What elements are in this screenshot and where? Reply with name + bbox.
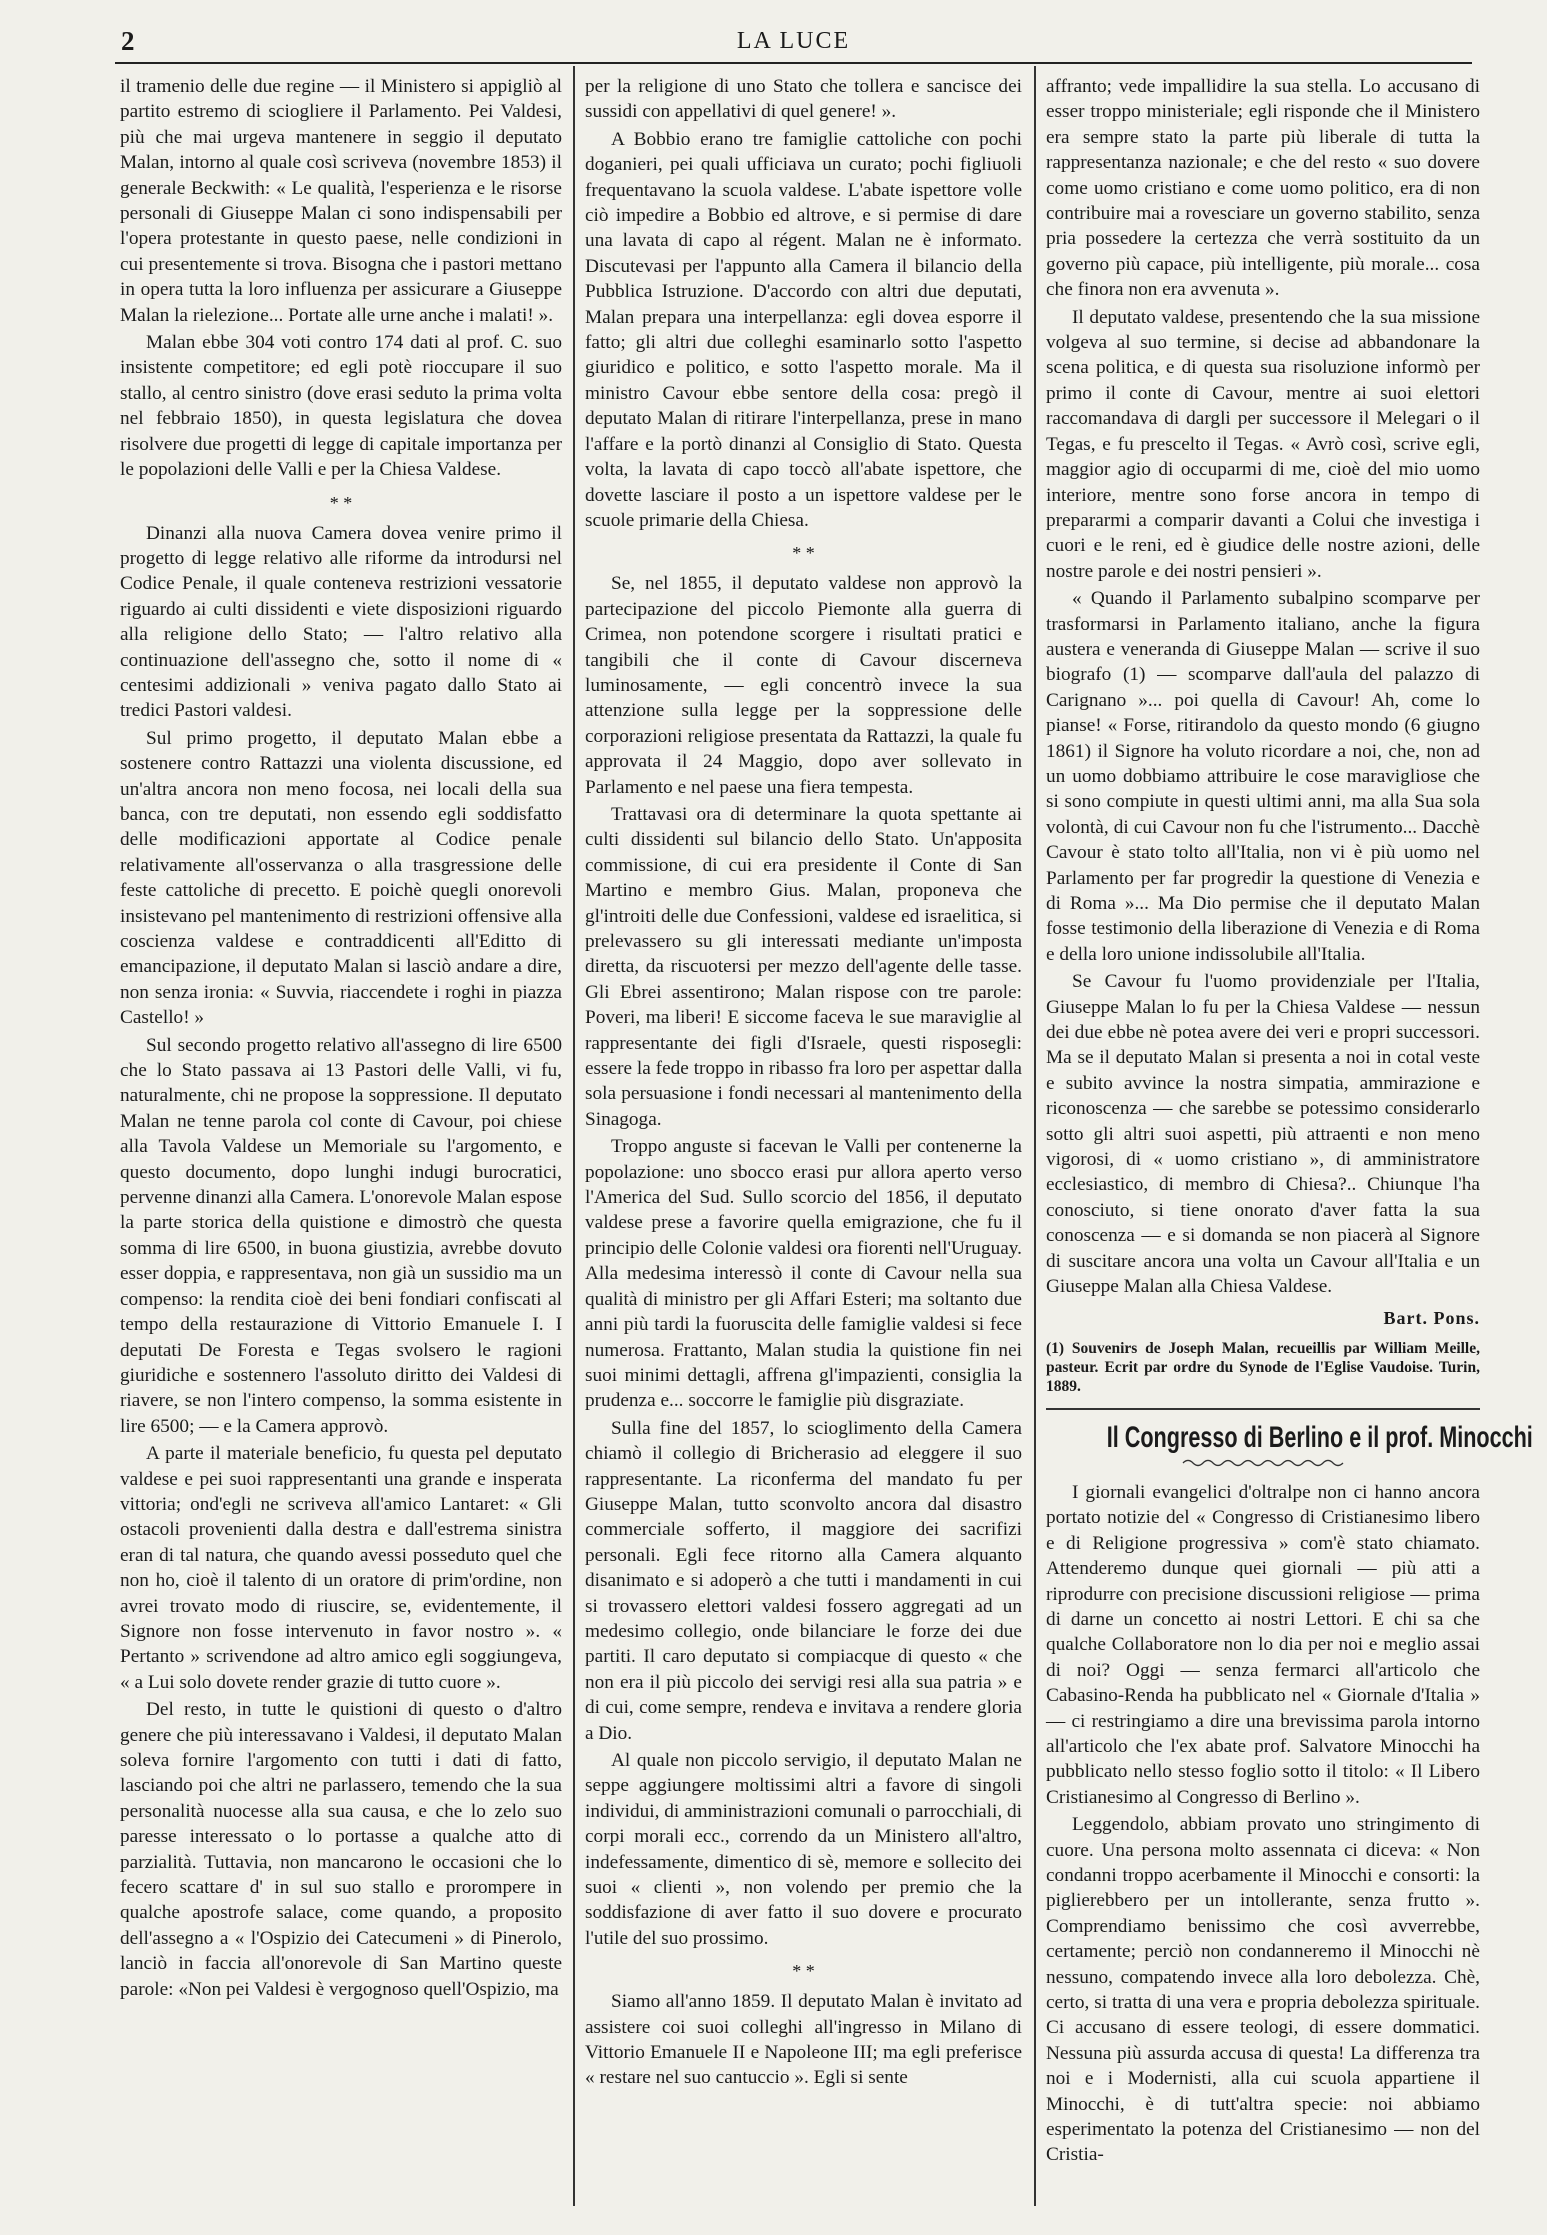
column-1 <box>120 74 562 2224</box>
paragraph: Il deputato valdese, presentendo che la sua missione volgeva al suo termine, si decise ad abbandonare la scena politica, e di questa sua risoluzione informò per primo il conte di Cavour, mentre ai suoi elettori raccomandava di dargli per successore il Melegari o il Tegas, e fu prescelto il Tegas. « Avrò così, scrive egli, maggior agio di occuparmi di me, cioè del mio uomo interiore, mentre sono forse ancora in tempo di prepararmi a comparir davanti a Colui che investiga i cuori e le reni, ed è giudice delle nostre azioni, delle nostre parole e dei nostri pensieri ». <box>1046 306 1480 582</box>
paragraph: Troppo anguste si facevan le Valli per contenerne la popolazione: uno sbocco erasi pur allora aperto verso l'America del Sud. Sullo scorcio del 1856, il deputato valdese prese a favorire quella emigrazione, che fu il principio delle Colonie valdesi ora fiorenti nell'Uruguay. Alla medesima interessò il conte di Cavour nella sua qualità di ministro per gli Affari Esteri; ma soltanto due anni più tardi la fuoruscita delle famiglie valdesi si fece numerosa. Frattanto, Malan studia la quistione fin nei suoi minimi dettagli, affrena gl'impazienti, consiglia la prudenza e... soccorre le famiglie più disgraziate. <box>585 1136 1022 1412</box>
paragraph: « Quando il Parlamento subalpino scomparve per trasformarsi in Parlamento italiano, anche la figura austera e veneranda di Giuseppe Malan — scrive il suo biografo (1) — scomparve dall'aula del palazzo di Carignano »... poi quella di Cavour! Ah, come lo pianse! « Forse, ritirandolo da questo mondo (6 giugno 1861) il Signore ha voluto ricordare a noi, che, non ad un uomo dobbiamo attribuire le cose maravigliose che si sono compiute in questi ultimi anni, ma alla Sua sola volontà, di cui Cavour non fu che l'istrumento... Dacchè Cavour è stato tolto all'Italia, non vi è più uomo nel Parlamento per far progredir la questione di Venezia e di Roma »... Ma Dio permise che il deputato Malan fosse testimonio della liberazione di Venezia e di Roma e della loro unione indissolubile all'Italia. <box>1046 588 1480 965</box>
paragraph: A parte il materiale beneficio, fu questa pel deputato valdese e pei suoi rappresentanti una grande e insperata vittoria; ond'egli ne scriveva all'amico Lantaret: « Gli ostacoli provenienti dalla destra e dall'estrema sinistra eran di tal natura, che quando avessi posseduto quel che non ho, cioè il talento di un oratore di prim'ordine, non avrei trovato modo di riuscire, se, evidentemente, il Signore non fosse intervenuto in favor nostro ». « Pertanto » scrivendone ad altro amico egli soggiungeva, « a Lui solo dovete render grazie di tutto cuore ». <box>120 1443 562 1693</box>
column-rule-1 <box>573 66 575 2206</box>
paragraph: Dinanzi alla nuova Camera dovea venire primo il progetto di legge relativo alle riforme da introdursi nel Codice Penale, il quale conteneva restrizioni vessatorie riguardo ai culti dissidenti e viete disposizioni riguardo alla religione dello Stato; — l'altro relativo alla continuazione dell'assegno che, sotto il nome di « centesimi addizionali » veniva pagato dallo Stato ai tredici Pastori valdesi. <box>120 522 562 722</box>
page-header <box>115 22 1472 64</box>
masthead: LA LUCE <box>736 28 851 54</box>
article-title: Il Congresso di Berlino e il prof. Minocchi <box>1106 1420 1533 1454</box>
column-rule-2 <box>1034 66 1036 2206</box>
title-ornament-icon <box>1183 1458 1343 1468</box>
paragraph: Leggendolo, abbiam provato uno stringimento di cuore. Una persona molto assennata ci diceva: « Non condanni troppo acerbamente il Minocchi e consorti: la piglierebbero per un intollerante, senza frutto ». Comprendiamo benissimo che così avverrebbe, certamente; perciò non condanneremo il Minocchi nè nessuno, compatendo invece alla loro debolezza. Chè, certo, si tratta di una vera e propria debolezza spirituale. Ci accusano di essere teologi, di essere dommatici. Nessuna più assurda accusa di questa! La differenza tra noi e i Modernisti, alla cui scuola appartiene il Minocchi, è di tutt'altra specie: noi abbiamo esperimentato la potenza del Cristianesimo — non del Cristia- <box>1046 1814 1480 2166</box>
paragraph: Del resto, in tutte le quistioni di questo o d'altro genere che più interessavano i Valdesi, il deputato Malan soleva fornire l'argomento con tutti i dati di fatto, lasciando poi che altri ne parlassero, temendo che la sua personalità nuocesse alla sua causa, e che lo zelo suo paresse interessato o lo portasse a qualche atto di parzialità. Tuttavia, non mancarono le occasioni che lo fecero scattare d' in sul suo stallo e prorompere in qualche apostrofe salace, come quando, a proposito dell'assegno a « l'Ospizio dei Catecumeni » di Pinerolo, lanciò in faccia all'onorevole di San Martino queste parole: «Non pei Valdesi è vergognoso quell'Ospizio, ma <box>120 1699 562 2000</box>
paragraph: Sul primo progetto, il deputato Malan ebbe a sostenere contro Rattazzi una violenta discussione, ed un'altra ancora non meno focosa, nei locali della sua banca, con tre deputati, non essendo egli soddisfatto delle modificazioni apportate al Codice penale relativamente all'osservanza o alla trasgressione delle feste cattoliche di precetto. E poichè quegli onorevoli insistevano pel mantenimento di restrizioni offensive alla coscienza valdese e contraddicenti all'Editto di emancipazione, il deputato Malan si lasciò andare a dire, non senza ironia: « Suvvia, riaccendete i roghi in piazza Castello! » <box>120 727 562 1029</box>
section-asterism: * * <box>792 543 815 564</box>
paragraph: A Bobbio erano tre famiglie cattoliche con pochi doganieri, pei quali ufficiava un curato; pochi figliuoli frequentavano la scuola valdese. L'abate ispettore volle ciò impedire a Bobbio ed altrove, e si permise di dare una lavata di capo al régent. Malan ne è informato. Discutevasi per l'appunto alla Camera il bilancio della Pubblica Istruzione. D'accordo con altri due deputati, Malan prepara una interpellanza: egli dovea esporre il fatto; gli altri due colleghi esaminarlo sotto l'aspetto giuridico e politico, e sotto l'aspetto morale. Ma il ministro Cavour ebbe sentore della cosa: pregò il deputato Malan di ritirare l'interpellanza, prese in mano l'affare e la portò dinanzi al Consiglio di Stato. Questa volta, la lavata di capo toccò all'abate ispettore, che dovette lasciare il posto a un ispettore valdese per le scuole primarie della Chiesa. <box>585 128 1022 531</box>
paragraph: Siamo all'anno 1859. Il deputato Malan è invitato ad assistere coi suoi colleghi all'ingresso in Milano di Vittorio Emanuele II e Napoleone III; ma egli preferisce « restare nel suo cantuccio ». Egli si sente <box>585 1991 1022 2089</box>
paragraph: Malan ebbe 304 voti contro 174 dati al prof. C. suo insistente competitore; ed egli potè rioccupare il suo stallo, al centro sinistro (dove erasi seduto la prima volta nel febbraio 1850), in questa legislatura che dovea risolvere due progetti di legge di capitale importanza per le popolazioni delle Valli e per la Chiesa Valdese. <box>120 332 562 481</box>
column-3 <box>1046 74 1533 2224</box>
paragraph: Trattavasi ora di determinare la quota spettante ai culti dissidenti sul bilancio dello Stato. Un'apposita commissione, di cui era presidente il Conte di San Martino e membro Gius. Malan, proponeva che gl'introiti delle due Confessioni, valdese ed israelitica, si prelevassero su gli interessati mediante un'imposta diretta, da riscuotersi per mezzo dell'agente delle tasse. Gli Ebrei assentirono; Malan rispose con tre parole: Poveri, ma liberi! E siccome faceva le sue maraviglie al rappresentante dei figli d'Israele, questi risposegli: essere la fede troppo in ribasso fra loro per aspettar dalla sola persuasione i fondi necessari al mantenimento della Sinagoga. <box>585 803 1022 1130</box>
author-signature: Bart. Pons. <box>1383 1307 1480 1328</box>
paragraph: il tramenio delle due regine — il Ministero si appigliò al partito estremo di sciogliere il Parlamento. Pei Valdesi, più che mai urgeva mantenere in seggio il deputato Malan, intorno al quale così scriveva (novembre 1853) il generale Beckwith: « Le qualità, l'esperienza e le risorse personali di Giuseppe Malan ci sono indispensabili per l'opera protestante in questo paese, nelle condizioni in cui presentemente si trova. Bisogna che i pastori mettano in opera tutta la loro influenza per assicurare a Giuseppe Malan la rielezione... Portate alle urne anche i malati! ». <box>120 76 562 326</box>
paragraph: Se, nel 1855, il deputato valdese non approvò la partecipazione del piccolo Piemonte alla guerra di Crimea, non potendone scorgere i risultati pratici e tangibili che il conte di Cavour discerneva luminosamente, — egli concentrò invece la sua attenzione sulla legge per la soppressione delle corporazioni religiose presentata da Rattazzi, la quale fu approvata il 24 Maggio, dopo aver sollevato in Parlamento e nel paese una fiera tempesta. <box>585 573 1022 798</box>
section-asterism: * * <box>792 1961 815 1982</box>
column-2 <box>585 74 1022 2224</box>
page-number: 2 <box>121 26 135 56</box>
section-asterism: * * <box>329 492 353 513</box>
paragraph: affranto; vede impallidire la sua stella. Lo accusano di esser troppo ministeriale; egli risponde che il Ministero era sempre stato la parte più liberale di tutta la rappresentanza nazionale; e che del resto « suo dovere come uomo cristiano e come uomo politico, era di non contribuire mai a rovesciare un governo stabilito, senza pria possedere la certezza che verrà sostituito da un governo più capace, più intelligente, più morale... cosa che finora non era avvenuta ». <box>1046 76 1480 301</box>
article-divider <box>1046 1408 1480 1410</box>
paragraph: Sul secondo progetto relativo all'assegno di lire 6500 che lo Stato passava ai 13 Pastori delle Valli, vi fu, naturalmente, chi ne propose la soppressione. Il deputato Malan ne tenne parola col conte di Cavour, poi chiese alla Tavola Valdese un Memoriale su l'argomento, e questo documento, dopo lunghi indugi burocratici, pervenne dinanzi alla Camera. L'onorevole Malan espose la parte storica della quistione e dimostrò che questa somma di lire 6500, in buona giustizia, avrebbe dovuto esser doppia, e rappresentava, non già un sussidio ma un compenso: la rendita cioè dei beni fondiari confiscati al tempo della restaurazione di Vittorio Emanuele I. I deputati De Foresta e Tegas svolsero le ragioni giuridiche e sostennero l'assoluto diritto dei Valdesi di riavere, se non l'intero compenso, la somma esistente in lire 6500; — e la Camera approvò. <box>120 1034 562 1437</box>
paragraph: I giornali evangelici d'oltralpe non ci hanno ancora portato notizie del « Congresso di Cristianesimo libero e di Religione progressiva » com'è stato chiamato. Attenderemo dunque quei giornali — più atti a riprodurre con precisione discussioni religiose — prima di darne un concetto ai nostri Lettori. E chi sa che qualche Collaboratore non lo dia per noi e meglio assai di noi? Oggi — senza fermarci all'articolo che Cabasino-Renda ha pubblicato nel « Giornale d'Italia » — ci restringiamo a dire una brevissima parola intorno all'articolo che l'ex abate prof. Salvatore Minocchi ha pubblicato nello stesso foglio sotto il titolo: « Il Libero Cristianesimo al Congresso di Berlino ». <box>1046 1481 1480 1808</box>
paragraph: per la religione di uno Stato che tollera e sancisce dei sussidi con appellativi di quel genere! ». <box>585 76 1022 123</box>
paragraph: Sulla fine del 1857, lo scioglimento della Camera chiamò il collegio di Bricherasio ad eleggere il suo rappresentante. La riconferma del mandato fu per Giuseppe Malan, tutto sconvolto ancora dal disastro commerciale sofferto, il maggiore dei sacrifizi personali. Egli fece ritorno alla Camera alquanto disanimato e si adoperò a che tutti i mandamenti in cui si trovassero elettori valdesi fossero aggregati ad un medesimo collegio, onde bilanciare le forze dei due partiti. Il caro deputato si compiacque di questo « che non era il più piccolo dei servigi resi alla sua patria » e di cui, come sempre, rendeva e invitava a rendere gloria a Dio. <box>585 1417 1022 1744</box>
footnote: (1) Souvenirs de Joseph Malan, recueillis par William Meille, pasteur. Ecrit par ordre du Synode de l'Eglise Vaudoise. Turin, 1889. <box>1046 1339 1480 1395</box>
paragraph: Al quale non piccolo servigio, il deputato Malan ne seppe aggiungere moltissimi altri a favore di singoli individui, di amministrazioni comunali o parrocchiali, di corpi morali ecc., correndo da un Ministero all'altro, indefessamente, dimentico di sè, memore e sollecito dei suoi « clienti », non volendo per premio che la soddisfazione di aver fatto il suo dovere e procurato l'utile del suo prossimo. <box>585 1750 1022 1949</box>
paragraph: Se Cavour fu l'uomo providenziale per l'Italia, Giuseppe Malan lo fu per la Chiesa Valdese — nessun dei due ebbe nè potea avere dei veri e propri successori. Ma se il deputato Malan si presenta a noi in cotal veste e subito avvince la nostra simpatia, ammirazione e riconoscenza — che sarebbe se potessimo considerarlo sotto gli altri suoi aspetti, più attraenti e non meno vigorosi, di « uomo cristiano », di amministratore ecclesiastico, di membro di Chiesa?.. Chiunque l'ha conosciuto, si tiene onorato d'aver fatta la sua conoscenza — e si domanda se non piacerà al Signore di suscitare ancora una volta un Cavour all'Italia e un Giuseppe Malan alla Chiesa Valdese. <box>1046 971 1480 1298</box>
